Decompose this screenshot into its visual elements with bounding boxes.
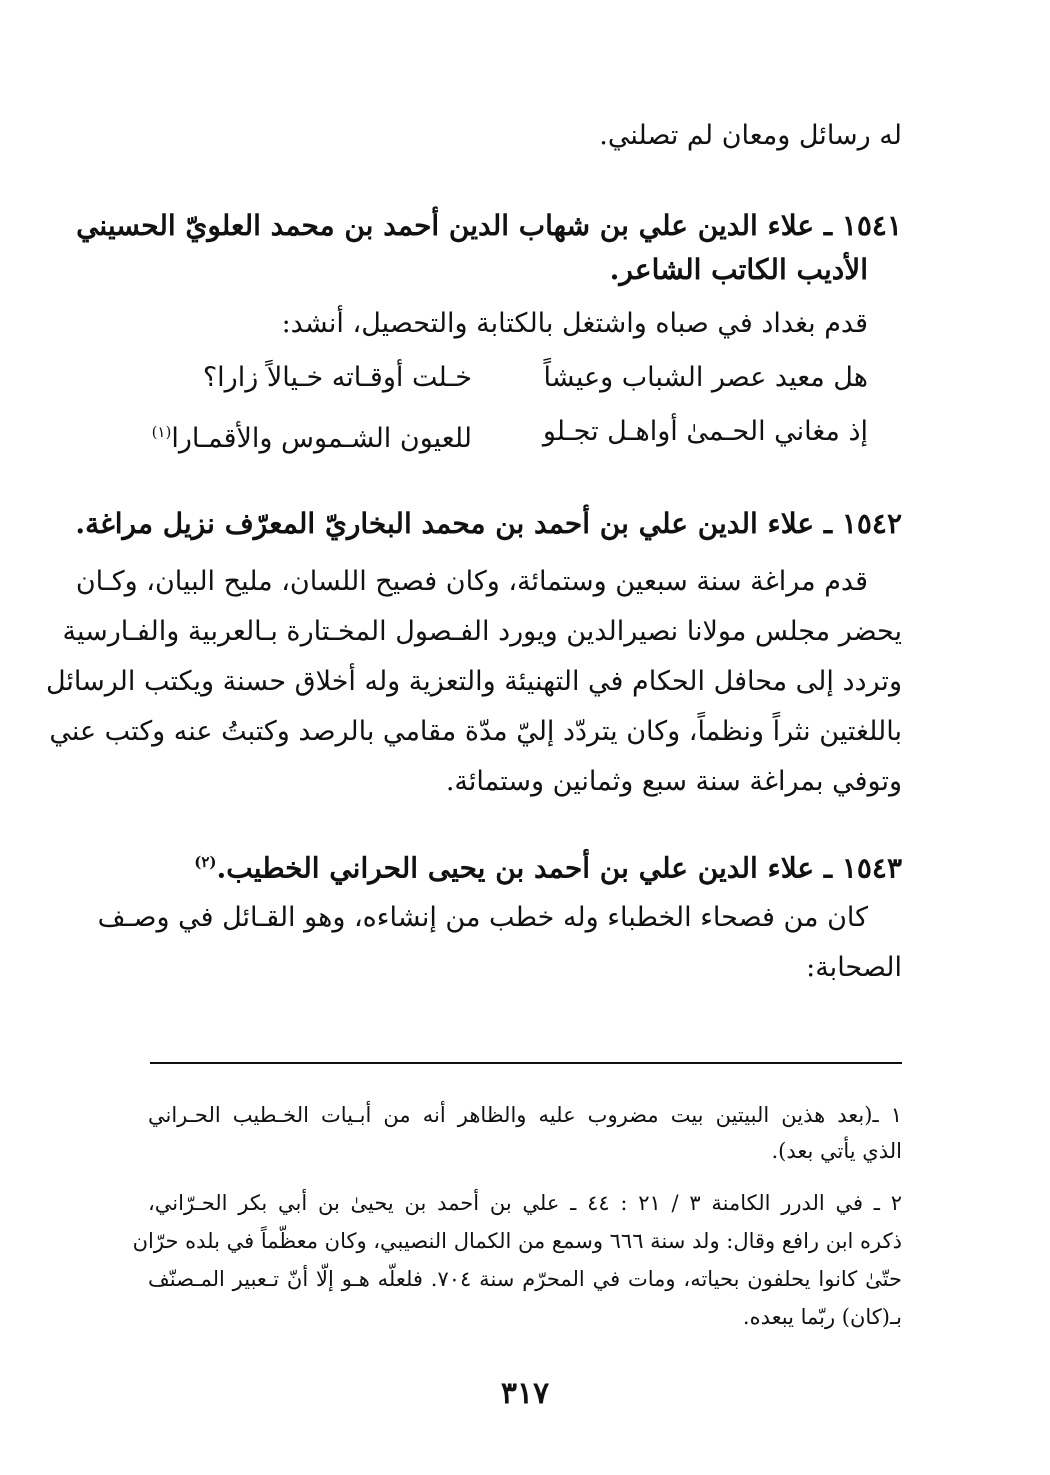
verse-1-second-hemistich: خـلت أوقـاته خـيالاً زارا؟: [202, 362, 472, 393]
verse-1-first-hemistich: هل معيد عصر الشباب وعيشاً: [543, 362, 868, 393]
footnote-separator: [150, 1062, 902, 1064]
entry-1541-heading-continued: الأديب الكاتب الشاعر.: [609, 253, 868, 286]
entry-1543-line: الصحابة:: [806, 952, 902, 983]
entry-1542-line: قدم مراغة سنة سبعين وستمائة، وكان فصيح اللسان، مليح البيان، وكـان: [75, 566, 868, 597]
entry-1542-line: يحضر مجلس مولانا نصيرالدين ويورد الفـصول المخـتارة بـالعربية والفـارسية: [62, 616, 902, 647]
entry-1543-heading-text: ١٥٤٣ ـ علاء الدين علي بن أحمد بن يحيى الحراني الخطيب.: [216, 851, 902, 885]
entry-1542-line: وتردد إلى محافل الحكام في التهنيئة والتعزية وله أخلاق حسنة ويكتب الرسائل: [45, 666, 902, 697]
footnote-2-line: ٢ ـ في الدرر الكامنة ٣ / ٢١ : ٤٤ ـ علي بن أحمد بن يحيىٰ بن أبي بكر الحـرّاني،: [148, 1191, 902, 1215]
footnote-ref-1: (١): [151, 423, 172, 441]
footnote-2-line: حتّىٰ كانوا يحلفون بحياته، ومات في المحرّم سنة ٧٠٤. فلعلّه هـو إلّا أنّ تـعبير المـصنّف: [148, 1267, 902, 1291]
entry-1543-line: كان من فصحاء الخطباء وله خطب من إنشاءه، وهو القـائل في وصـف: [97, 902, 868, 933]
verse-2-second-hemistich-text: للعيون الشـموس والأقمـارا: [171, 423, 472, 454]
body-line: له رسائل ومعان لم تصلني.: [599, 120, 902, 151]
entry-1542-heading: ١٥٤٢ ـ علاء الدين علي بن أحمد بن محمد البخاريّ المعرّف نزيل مراغة.: [75, 507, 902, 540]
entry-1541-heading: ١٥٤١ ـ علاء الدين علي بن شهاب الدين أحمد بن محمد العلويّ الحسيني: [76, 209, 902, 242]
entry-1543-heading: [194, 842, 902, 888]
page-number: ٣١٧: [500, 1376, 550, 1411]
footnote-2-line: ذكره ابن رافع وقال: ولد سنة ٦٦٦ وسمع من الكمال النصيبي، وكان معظّماً في بلده حرّان: [132, 1229, 902, 1253]
footnote-2-line: بـ(كان) ربّما يبعده.: [742, 1305, 902, 1329]
entry-1542-line: وتوفي بمراغة سنة سبع وثمانين وستمائة.: [445, 766, 902, 797]
verse-2-first-hemistich: إذ مغاني الحـمىٰ أواهـل تجـلو: [542, 416, 868, 447]
footnote-1-line: الذي يأتي بعد).: [771, 1139, 902, 1163]
entry-1541-text: قدم بغداد في صباه واشتغل بالكتابة والتحصيل، أنشد:: [281, 308, 868, 339]
footnote-1-line: ١ ـ(بعد هذين البيتين بيت مضروب عليه والظاهر أنه من أبـيات الخـطيب الحـراني: [148, 1103, 902, 1127]
footnote-ref-2: (٢): [194, 853, 217, 871]
verse-2-second-hemistich: [152, 412, 472, 459]
entry-1542-line: باللغتين نثراً ونظماً، وكان يتردّد إليّ مدّة مقامي بالرصد وكتبتُ عنه وكتب عني: [49, 716, 902, 747]
